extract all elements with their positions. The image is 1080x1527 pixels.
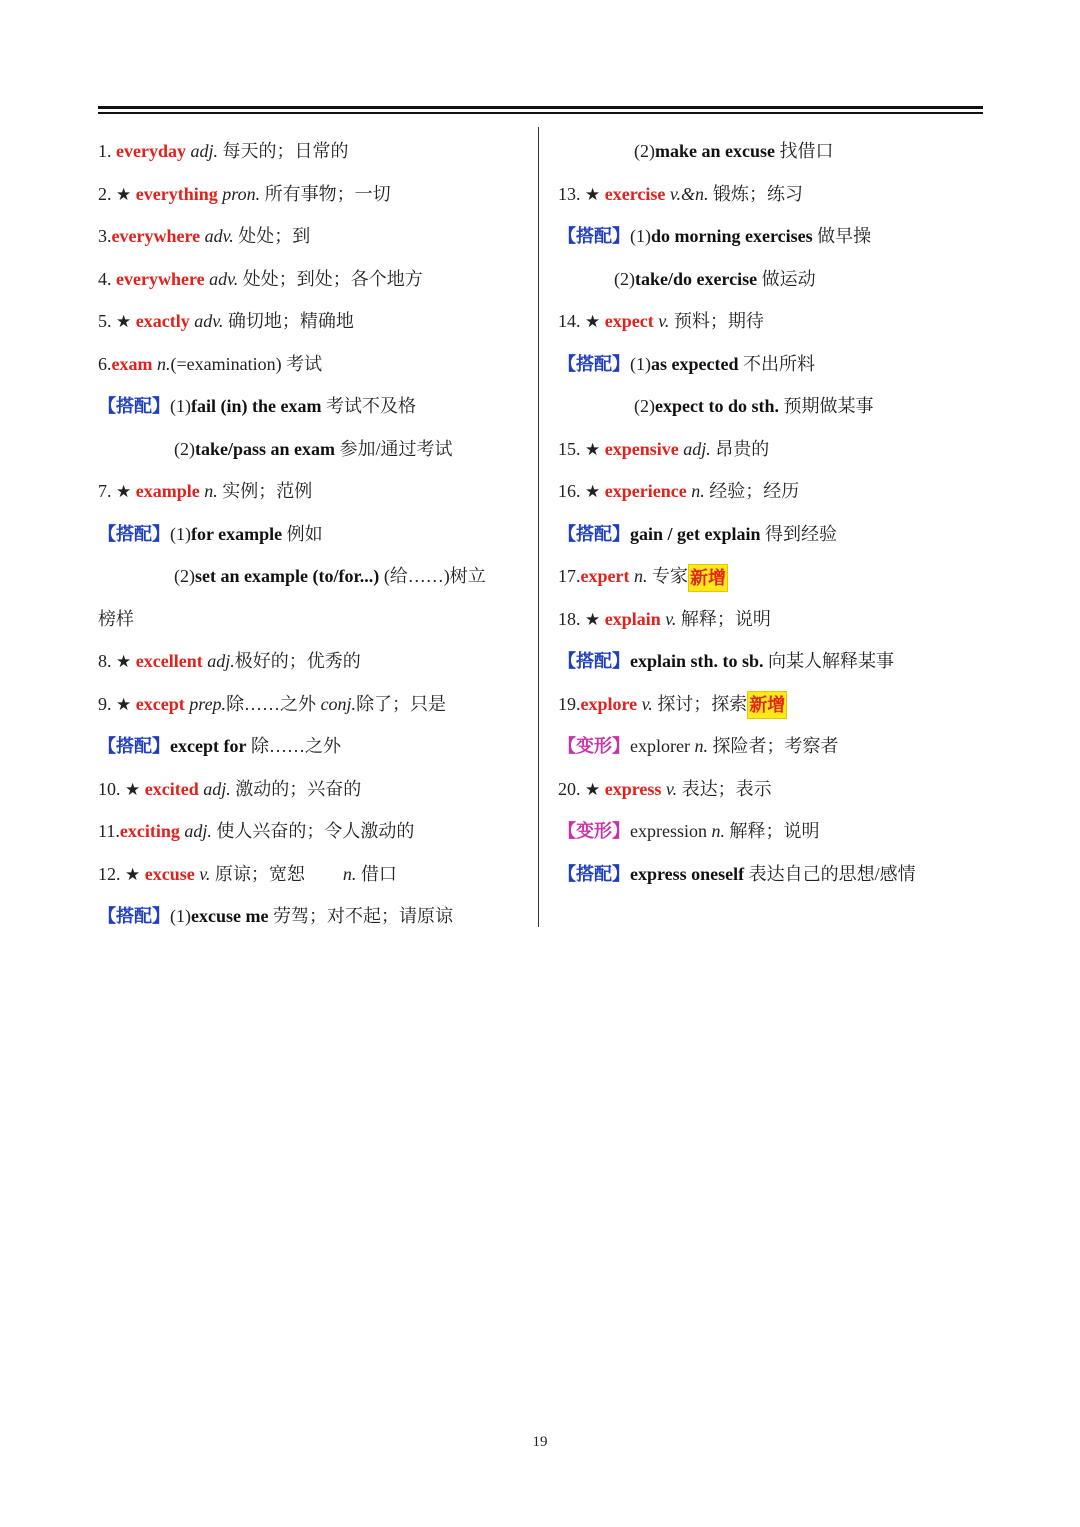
- entry-11: 11.exciting adj. 使人兴奋的；令人激动的: [98, 821, 415, 841]
- headword: everywhere: [116, 268, 205, 289]
- headword: exactly: [135, 311, 190, 331]
- headword: example: [135, 481, 200, 501]
- collocation-line: 【搭配】(1)do morning exercises 做早操: [558, 226, 872, 246]
- entry-6: 6.exam n.(=examination) 考试: [98, 353, 323, 374]
- right-column: [558, 130, 978, 895]
- collocation-line: (2)take/do exercise 做运动: [614, 268, 816, 289]
- entry-8: 8. ★ excellent adj.极好的；优秀的: [98, 651, 361, 672]
- star-icon: ★: [585, 184, 601, 205]
- collocation-line: 【搭配】explain sth. to sb. 向某人解释某事: [558, 651, 895, 671]
- star-icon: ★: [116, 312, 132, 332]
- entry-16: 16. ★ experience n. 经验；经历: [558, 481, 800, 502]
- star-icon: ★: [116, 652, 132, 672]
- collocation-tag: 【搭配】: [558, 226, 630, 246]
- entry-15: 15. ★ expensive adj. 昂贵的: [558, 438, 770, 460]
- headword: experience: [604, 481, 687, 501]
- entry-19: 19.explore v. 探讨；探索 新增: [558, 683, 978, 726]
- collocation-line: 【搭配】(1)as expected 不出所料: [558, 353, 815, 374]
- collocation-line: 【搭配】except for 除……之外: [98, 736, 341, 756]
- collocation-line: (2)expect to do sth. 预期做某事: [634, 396, 874, 416]
- collocation-tag: 【搭配】: [558, 863, 630, 884]
- left-column: [98, 130, 528, 938]
- headword: expensive: [604, 438, 679, 459]
- variant-tag: 【变形】: [558, 821, 630, 841]
- headword: expert: [580, 566, 630, 586]
- headword: excited: [144, 778, 199, 799]
- page-number: 19: [532, 1434, 548, 1450]
- column-divider: [538, 127, 539, 927]
- headword: everything: [135, 183, 218, 204]
- collocation-line: 【搭配】gain / get explain 得到经验: [558, 523, 838, 544]
- headword: expect: [604, 311, 654, 331]
- star-icon: ★: [585, 779, 601, 800]
- headword: everywhere: [111, 226, 201, 246]
- star-icon: ★: [585, 609, 601, 630]
- collocation-tag: 【搭配】: [558, 523, 630, 544]
- collocation-line: 【搭配】(1)fail (in) the exam 考试不及格: [98, 396, 416, 416]
- headword: exercise: [604, 183, 666, 204]
- entry-10: 10. ★ excited adj. 激动的；兴奋的: [98, 778, 362, 800]
- entry-13: 13. ★ exercise v.&n. 锻炼；练习: [558, 183, 804, 205]
- collocation-line: 【搭配】(1)for example 例如: [98, 523, 323, 544]
- entry-18: 18. ★ explain v. 解释；说明: [558, 608, 771, 630]
- collocation-line: (2)take/pass an exam 参加/通过考试: [174, 438, 453, 459]
- star-icon: ★: [125, 779, 141, 800]
- headword: everyday: [116, 141, 186, 161]
- variant-line: 【变形】expression n. 解释；说明: [558, 821, 820, 841]
- collocation-tag: 【搭配】: [98, 906, 170, 926]
- entry-9: 9. ★ except prep.除……之外 conj.除了；只是: [98, 693, 447, 715]
- header-double-rule: [98, 106, 983, 114]
- collocation-line: (2)set an example (to/for...) (给……)树立: [174, 566, 486, 586]
- star-icon: ★: [585, 312, 601, 332]
- variant-tag: 【变形】: [558, 736, 630, 756]
- entry-12: 12. ★ excuse v. 原谅；宽恕 n. 借口: [98, 863, 397, 885]
- headword: excellent: [135, 651, 203, 671]
- entry-14: 14. ★ expect v. 预料；期待: [558, 311, 764, 332]
- entry-3: 3.everywhere adv. 处处；到: [98, 226, 311, 246]
- new-badge: 新增: [688, 564, 728, 592]
- headword: explore: [580, 693, 638, 714]
- headword: excuse: [144, 863, 195, 884]
- wrapped-text: 榜样: [98, 608, 134, 629]
- collocation-line: 【搭配】express oneself 表达自己的思想/感情: [558, 863, 916, 884]
- collocation-line: (2)make an excuse 找借口: [634, 141, 834, 161]
- entry-20: 20. ★ express v. 表达；表示: [558, 778, 772, 800]
- collocation-tag: 【搭配】: [98, 523, 170, 544]
- entry-4: 4. everywhere adv. 处处；到处；各个地方: [98, 268, 423, 289]
- entry-1: 1. everyday adj. 每天的；日常的: [98, 141, 349, 161]
- star-icon: ★: [585, 439, 601, 460]
- collocation-tag: 【搭配】: [558, 353, 630, 374]
- collocation-tag: 【搭配】: [98, 736, 170, 756]
- headword: exam: [111, 353, 153, 374]
- collocation-tag: 【搭配】: [98, 396, 170, 416]
- collocation-line: 【搭配】(1)excuse me 劳驾；对不起；请原谅: [98, 906, 453, 926]
- headword: except: [135, 693, 185, 714]
- headword: exciting: [119, 821, 180, 841]
- headword: express: [604, 778, 662, 799]
- collocation-tag: 【搭配】: [558, 651, 630, 671]
- entry-2: 2. ★ everything pron. 所有事物；一切: [98, 183, 391, 205]
- entry-7: 7. ★ example n. 实例；范例: [98, 481, 313, 502]
- star-icon: ★: [125, 864, 141, 885]
- star-icon: ★: [116, 482, 132, 502]
- star-icon: ★: [116, 694, 132, 715]
- star-icon: ★: [585, 482, 601, 502]
- headword: explain: [604, 608, 661, 629]
- new-badge: 新增: [747, 691, 787, 719]
- star-icon: ★: [116, 184, 132, 205]
- entry-17: 17.expert n. 专家 新增: [558, 555, 978, 598]
- variant-line: 【变形】explorer n. 探险者；考察者: [558, 736, 839, 756]
- entry-5: 5. ★ exactly adv. 确切地；精确地: [98, 311, 354, 332]
